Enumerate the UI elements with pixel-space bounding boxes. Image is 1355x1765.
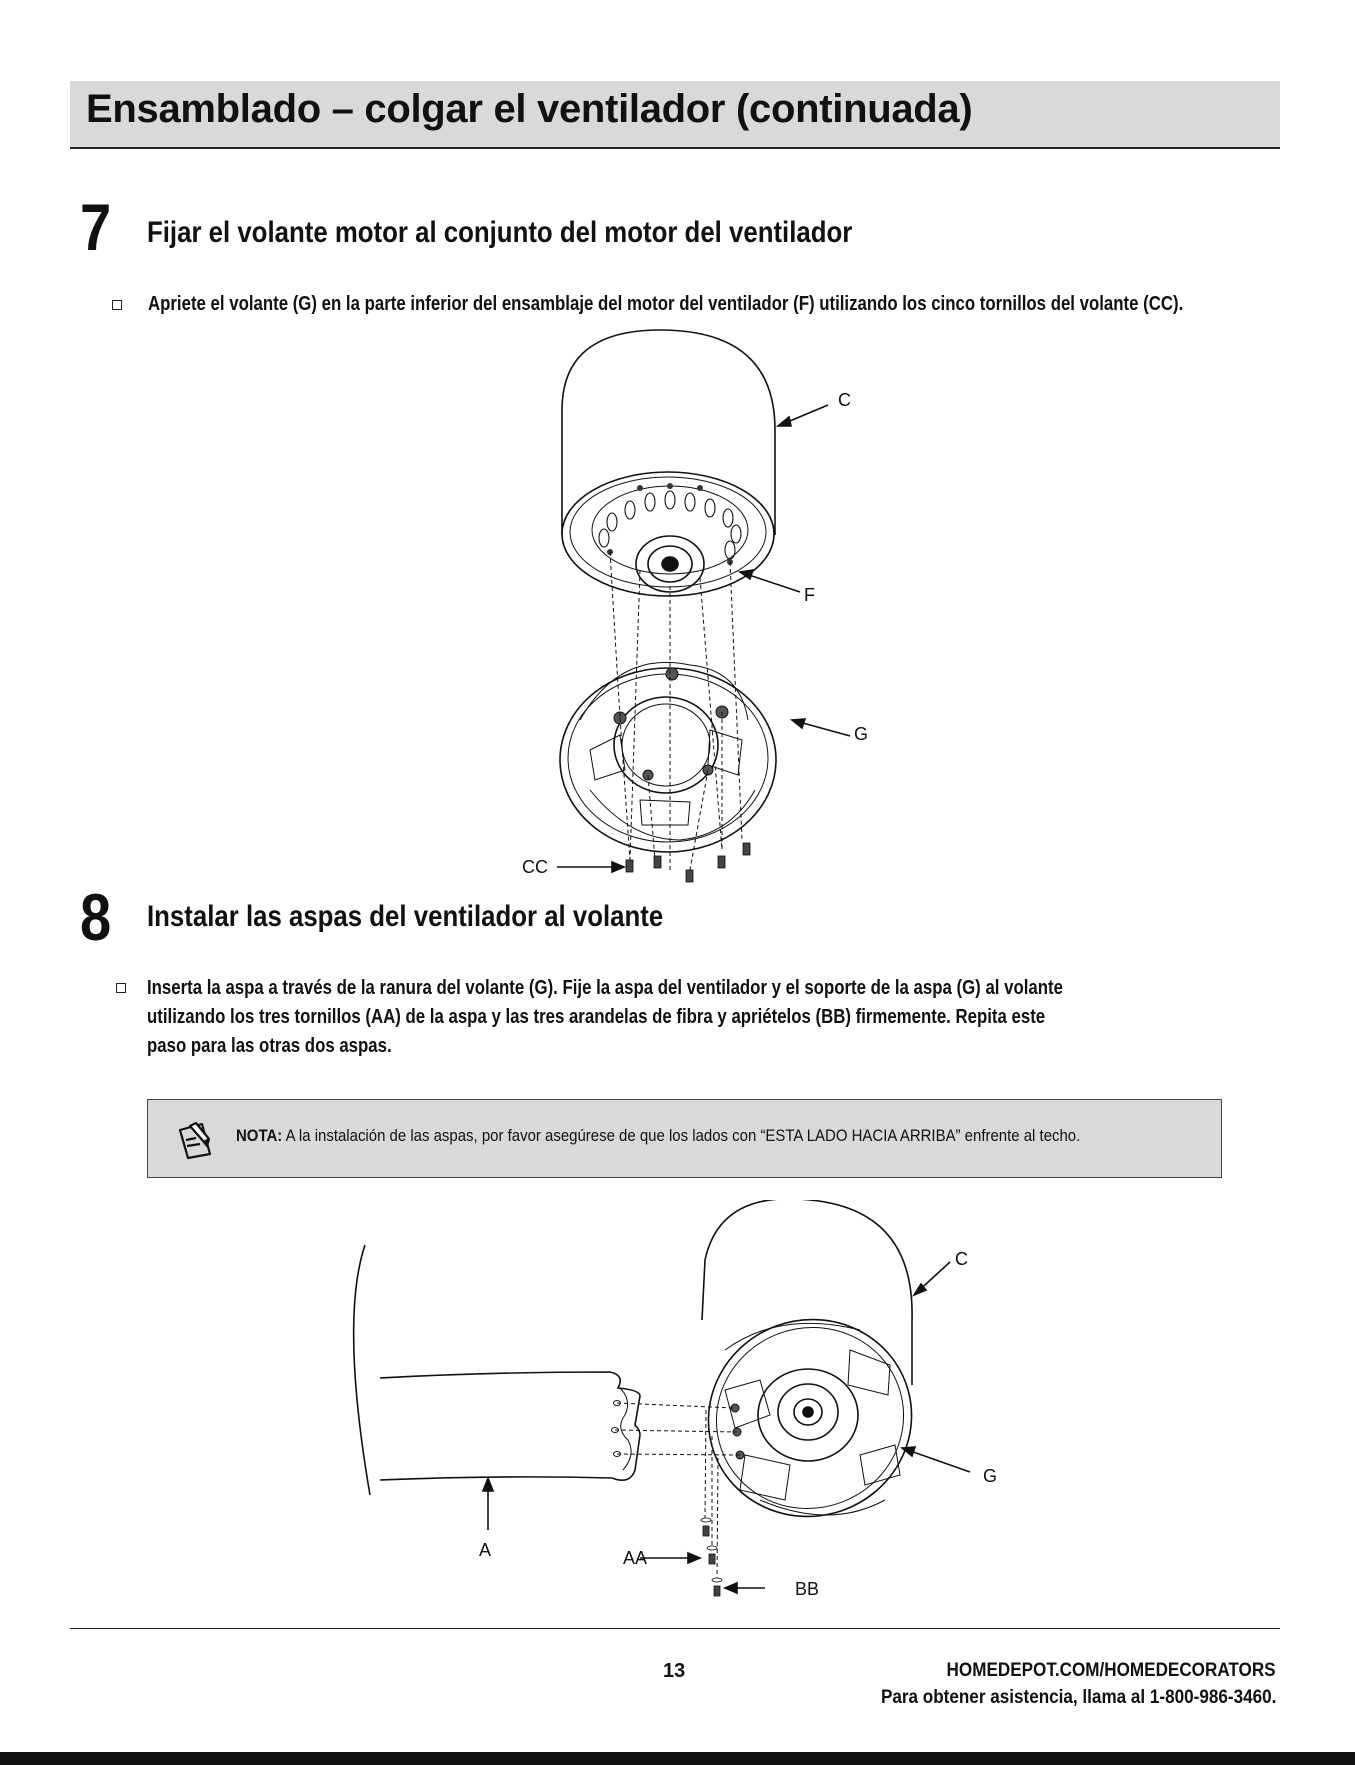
label-aa: AA [623, 1548, 648, 1568]
motor-housing-outline [562, 330, 775, 535]
step-7-title: Fijar el volante motor al conjunto del motor del ventilador [147, 216, 853, 249]
note-pencil-icon [176, 1120, 216, 1160]
label-a: A [479, 1540, 492, 1560]
bottom-rule [0, 1752, 1355, 1765]
footer-divider [70, 1628, 1280, 1629]
page-number: 13 [663, 1660, 686, 1682]
step-8-instruction-line-1: Inserta la aspa a través de la ranura del volante (G). Fije la aspa del ventilador y el soporte de la aspa (G) al volante [147, 977, 1063, 999]
step-8-instruction-line-3: paso para las otras dos aspas. [147, 1035, 392, 1057]
label-cc: CC [522, 857, 548, 877]
label-g: G [854, 724, 869, 744]
note-body: A la instalación de las aspas, por favor asegúrese de que los lados con “ESTA LADO HACIA ARRIBA” enfrente al techo. [282, 1126, 1081, 1145]
label-bb: BB [795, 1579, 820, 1599]
flywheel-outer [560, 668, 776, 852]
flywheel-inner-ring [614, 697, 718, 793]
step-7-instruction: Apriete el volante (G) en la parte inferior del ensamblaje del motor del ventilador (F) utilizando los cinco tornillos del volante (CC). [148, 293, 1184, 315]
label-c: C [838, 390, 851, 410]
note-label: NOTA: [236, 1126, 283, 1145]
step-8-instruction-line-2: utilizando los tres tornillos (AA) de la aspa y las tres arandelas de fibra y apriételos (BB) firmemente. Repita este [147, 1006, 1046, 1028]
section-header [70, 81, 1280, 149]
step-7-figure [480, 320, 900, 890]
step-8-number: 8 [80, 880, 112, 954]
step-7-bullet-icon [112, 300, 122, 310]
step-8-bullet-icon [116, 983, 126, 993]
note-text [236, 1126, 1080, 1146]
label-c: C [955, 1249, 968, 1269]
page-title: Ensamblado – colgar el ventilador (continuada) [86, 87, 973, 131]
label-f: F [804, 585, 815, 605]
footer-website: HOMEDEPOT.COM/HOMEDECORATORS [946, 1660, 1276, 1681]
step-7-number: 7 [80, 190, 112, 264]
blade-outline [354, 1245, 370, 1495]
label-g: G [983, 1466, 998, 1486]
motor-bottom-rim [562, 472, 774, 596]
footer-help-line: Para obtener asistencia, llama al 1-800-986-3460. [880, 1687, 1276, 1708]
flywheel-outer [681, 1291, 940, 1545]
note-box [147, 1099, 1222, 1178]
step-8-title: Instalar las aspas del ventilador al volante [147, 900, 664, 933]
step-8-figure [340, 1200, 1040, 1620]
